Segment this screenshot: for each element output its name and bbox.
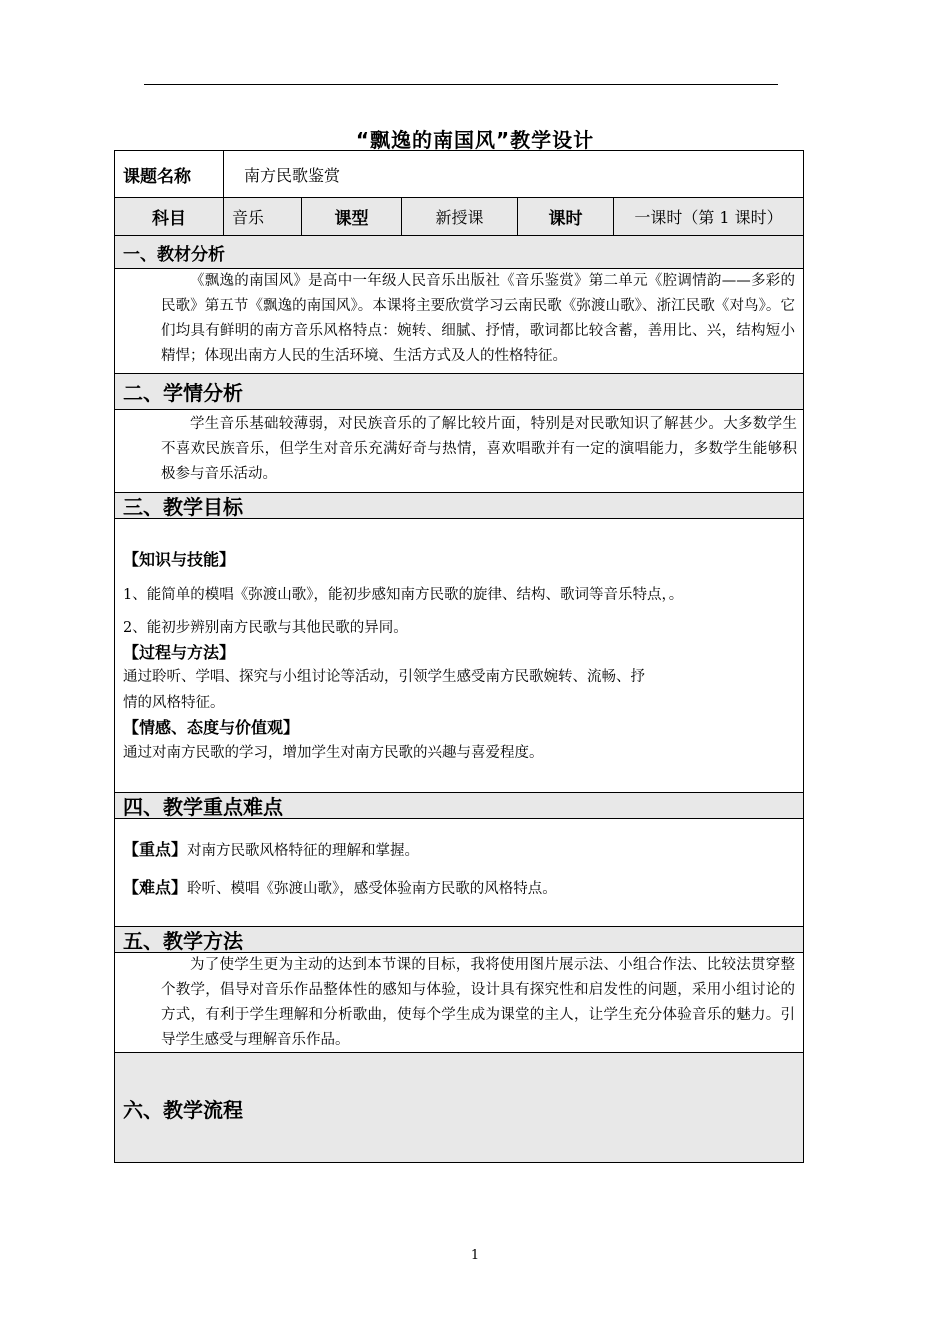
section-5-body — [115, 953, 803, 1053]
knowledge-item-2: 2、能初步辨别南方民歌与其他民歌的异同。 — [123, 620, 408, 636]
section-1-text: 《飘逸的南国风》是高中一年级人民音乐出版社《音乐鉴赏》第二单元《腔调情韵——多彩的民歌》第五节《飘逸的南国风》。本课将主要欣赏学习云南民歌《弥渡山歌》、浙江民歌《对鸟》。它们均具有鲜明的南方音乐风格特点：婉转、细腻、抒情，歌词都比较含蓄，善用比、兴，结构短小精悍；体现出南方人民的生活环境、生活方式及人的性格特征。 — [161, 273, 795, 364]
section-3-body — [115, 519, 803, 793]
difficulty-text: 聆听、模唱《弥渡山歌》，感受体验南方民歌的风格特点。 — [187, 881, 557, 897]
section-1-heading: 一、教材分析 — [123, 244, 225, 265]
key-point — [123, 837, 419, 860]
emotion-text: 通过对南方民歌的学习，增加学生对南方民歌的兴趣与喜爱程度。 — [123, 745, 544, 761]
section-2-heading: 二、学情分析 — [123, 381, 243, 405]
subject-value: 音乐 — [223, 198, 301, 235]
hours-label: 课时 — [517, 198, 613, 235]
section-1-header — [115, 236, 803, 269]
emotion-heading: 【情感、态度与价值观】 — [123, 718, 300, 737]
section-5-text: 为了使学生更为主动的达到本节课的目标，我将使用图片展示法、小组合作法、比较法贯穿整个教学，倡导对音乐作品整体性的感知与体验，设计具有探究性和启发性的问题，采用小组讨论的方式，有利于学生理解和分析歌曲，使每个学生成为课堂的主人，让学生充分体验音乐的魅力。引导学生感受与理解音乐作品。 — [161, 957, 795, 1048]
knowledge-heading: 【知识与技能】 — [123, 550, 236, 569]
type-value: 新授课 — [401, 198, 517, 235]
section-3-heading: 三、教学目标 — [123, 495, 243, 519]
difficulty-label: 【难点】 — [123, 878, 188, 897]
topic-value: 南方民歌鉴赏 — [223, 151, 803, 197]
difficulty-point — [123, 875, 557, 898]
section-3-header — [115, 493, 803, 519]
section-6-header — [115, 1053, 803, 1162]
section-4-body — [115, 819, 803, 927]
section-2-text: 学生音乐基础较薄弱，对民族音乐的了解比较片面，特别是对民歌知识了解甚少。大多数学生不喜欢民族音乐，但学生对音乐充满好奇与热情，喜欢唱歌并有一定的演唱能力，多数学生能够积极参与音乐活动。 — [161, 416, 797, 482]
subject-row — [115, 198, 803, 236]
process-line-1: 通过聆听、学唱、探究与小组讨论等活动，引领学生感受南方民歌婉转、流畅、抒 — [123, 669, 645, 685]
lesson-plan-table — [114, 150, 804, 1163]
section-4-header — [115, 793, 803, 819]
key-point-text: 对南方民歌风格特征的理解和掌握。 — [187, 843, 420, 859]
process-line-2: 情的风格特征。 — [123, 695, 225, 711]
page-number: 1 — [470, 1248, 480, 1263]
section-1-body — [115, 269, 803, 374]
section-4-heading: 四、教学重点难点 — [123, 795, 283, 819]
section-2-body — [115, 410, 803, 493]
hours-value: 一课时（第 1 课时） — [613, 198, 803, 235]
document-title: “飘逸的南国风”教学设计 — [355, 128, 595, 152]
subject-label: 科目 — [152, 209, 186, 229]
section-5-heading: 五、教学方法 — [123, 929, 243, 953]
type-label: 课型 — [301, 198, 401, 235]
key-point-label: 【重点】 — [123, 840, 188, 859]
section-2-header — [115, 374, 803, 410]
knowledge-item-1: 1、能简单的模唱《弥渡山歌》，能初步感知南方民歌的旋律、结构、歌词等音乐特点，。 — [123, 587, 684, 603]
topic-label: 课题名称 — [123, 166, 191, 187]
header-rule — [144, 84, 778, 85]
section-6-heading: 六、教学流程 — [123, 1098, 243, 1122]
process-heading: 【过程与方法】 — [123, 643, 236, 662]
topic-row — [115, 151, 803, 198]
section-5-header — [115, 927, 803, 953]
